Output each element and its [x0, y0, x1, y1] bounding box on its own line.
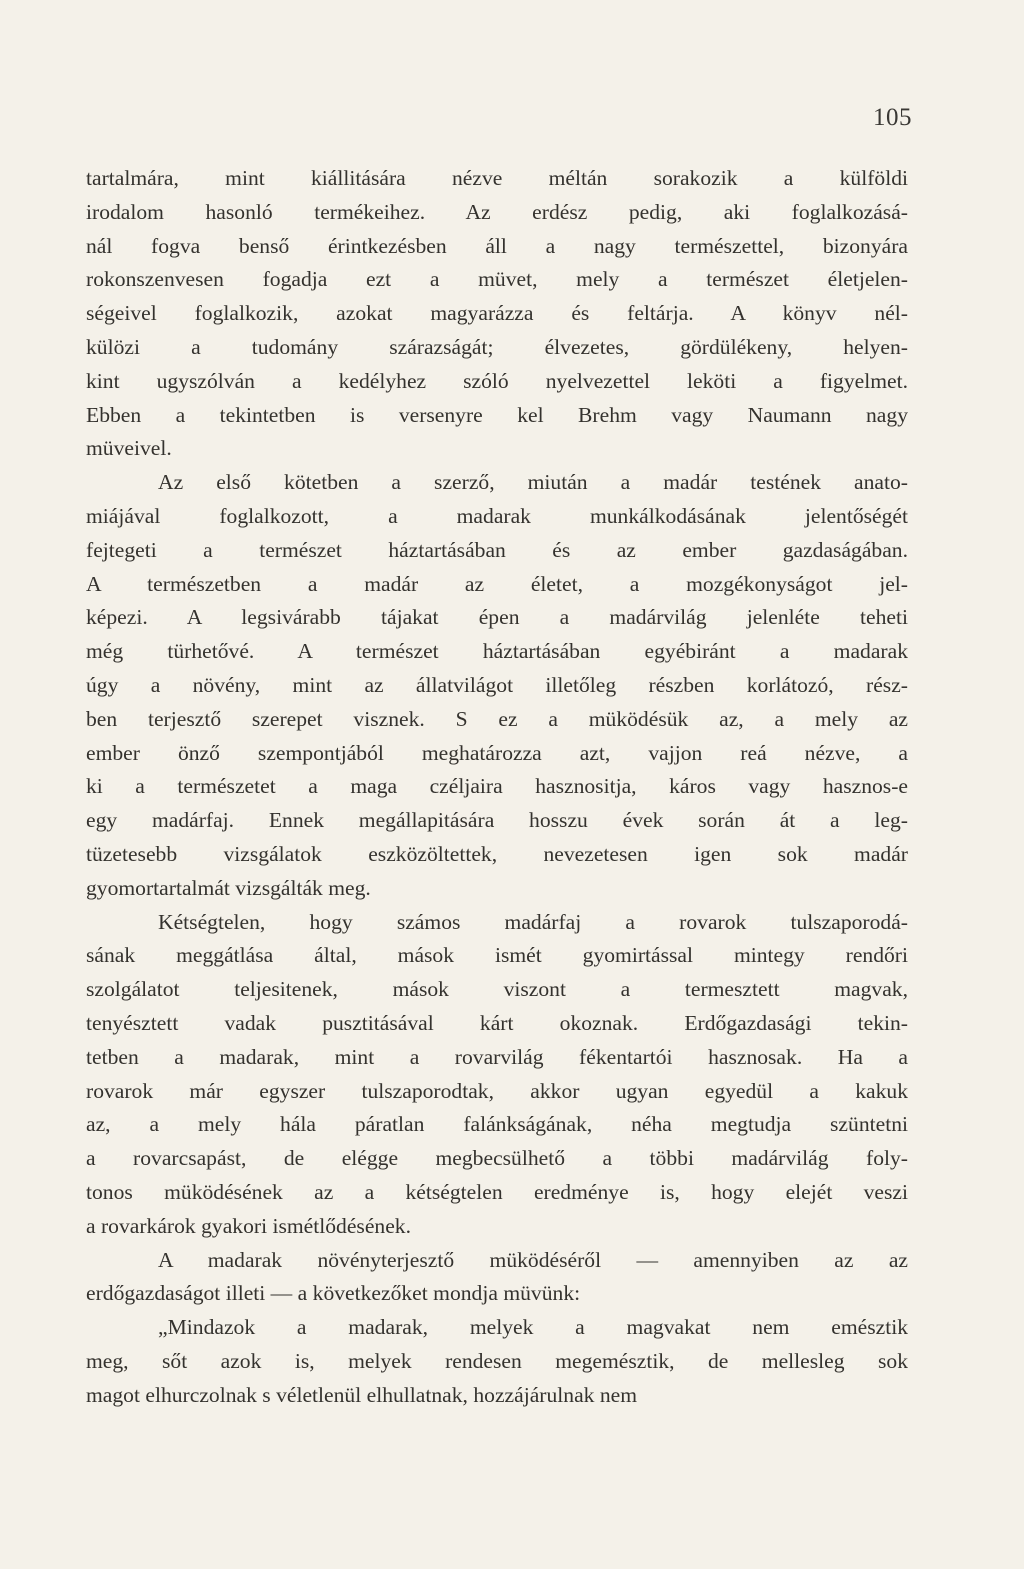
text-line: sának meggátlása által, mások ismét gyomirtással mintegy rendőri: [86, 943, 908, 968]
text-line: tetben a madarak, mint a rovarvilág fékentartói hasznosak. Ha a: [86, 1044, 908, 1069]
page-number: 105: [873, 104, 912, 131]
text-line: Az első kötetben a szerző, miután a madár testének anato-: [158, 470, 908, 495]
text-line: ben terjesztő szerepet visznek. S ez a müködésük az, a mely az: [86, 706, 908, 731]
body-text: [86, 162, 908, 1412]
text-line: nál fogva benső érintkezésben áll a nagy természettel, bizonyára: [86, 233, 908, 258]
text-line: képezi. A legsivárabb tájakat épen a madárvilág jelenléte teheti: [86, 605, 908, 630]
text-line: az, a mely hála páratlan falánkságának, néha megtudja szüntetni: [86, 1112, 908, 1137]
text-line: miájával foglalkozott, a madarak munkálkodásának jelentőségét: [86, 503, 908, 528]
text-line: „Mindazok a madarak, melyek a magvakat nem emésztik: [158, 1315, 908, 1340]
text-line: külözi a tudomány szárazságát; élvezetes, gördülékeny, helyen-: [86, 334, 908, 359]
paragraph: [86, 162, 908, 466]
paragraph: [86, 1244, 908, 1312]
text-line: rokonszenvesen fogadja ezt a müvet, mely a természet életjelen-: [86, 267, 908, 292]
text-line: magot elhurczolnak s véletlenül elhullatnak, hozzájárulnak nem: [86, 1382, 638, 1407]
text-line: A természetben a madár az életet, a mozgékonyságot jel-: [86, 571, 908, 596]
text-line: a rovarcsapást, de elégge megbecsülhető a többi madárvilág foly-: [86, 1146, 908, 1171]
text-line: A madarak növényterjesztő müködéséről — amennyiben az az: [158, 1247, 908, 1272]
text-line: fejtegeti a természet háztartásában és az ember gazdaságában.: [86, 537, 908, 562]
text-line: egy madárfaj. Ennek megállapitására hosszu évek során át a leg-: [86, 808, 908, 833]
text-line: irodalom hasonló termékeihez. Az erdész pedig, aki foglalkozásá-: [86, 199, 908, 224]
text-line: meg, sőt azok is, melyek rendesen megemésztik, de mellesleg sok: [86, 1348, 908, 1373]
text-line: Kétségtelen, hogy számos madárfaj a rovarok tulszaporodá-: [158, 909, 908, 934]
text-line: szolgálatot teljesitenek, mások viszont a termesztett magvak,: [86, 977, 908, 1002]
text-line: tartalmára, mint kiállitására nézve méltán sorakozik a külföldi: [86, 166, 908, 190]
paragraph: [86, 1311, 908, 1412]
text-line: ki a természetet a maga czéljaira hasznositja, káros vagy hasznos-e: [86, 774, 908, 799]
text-line: tenyésztett vadak pusztitásával kárt okoznak. Erdőgazdasági tekin-: [86, 1010, 908, 1035]
text-line: még türhetővé. A természet háztartásában egyébiránt a madarak: [86, 639, 908, 664]
text-line: Ebben a tekintetben is versenyre kel Brehm vagy Naumann nagy: [86, 402, 908, 427]
text-line: müveivel.: [86, 436, 172, 461]
text-line: ember önző szempontjából meghatározza azt, vajjon reá nézve, a: [86, 740, 908, 765]
text-line: erdőgazdaságot illeti — a következőket mondja müvünk:: [86, 1281, 581, 1306]
paragraph: [86, 466, 908, 905]
text-line: úgy a növény, mint az állatvilágot illetőleg részben korlátozó, rész-: [86, 672, 908, 697]
text-line: gyomortartalmát vizsgálták meg.: [86, 875, 371, 900]
text-line: rovarok már egyszer tulszaporodtak, akkor ugyan egyedül a kakuk: [86, 1078, 908, 1103]
text-line: ségeivel foglalkozik, azokat magyarázza és feltárja. A könyv nél-: [86, 301, 908, 326]
paragraph: [86, 906, 908, 1244]
text-line: kint ugyszólván a kedélyhez szóló nyelvezettel leköti a figyelmet.: [86, 368, 908, 393]
text-line: tüzetesebb vizsgálatok eszközöltettek, nevezetesen igen sok madár: [86, 841, 908, 866]
text-line: a rovarkárok gyakori ismétlődésének.: [86, 1213, 411, 1238]
text-line: tonos müködésének az a kétségtelen eredménye is, hogy elejét veszi: [86, 1179, 908, 1204]
